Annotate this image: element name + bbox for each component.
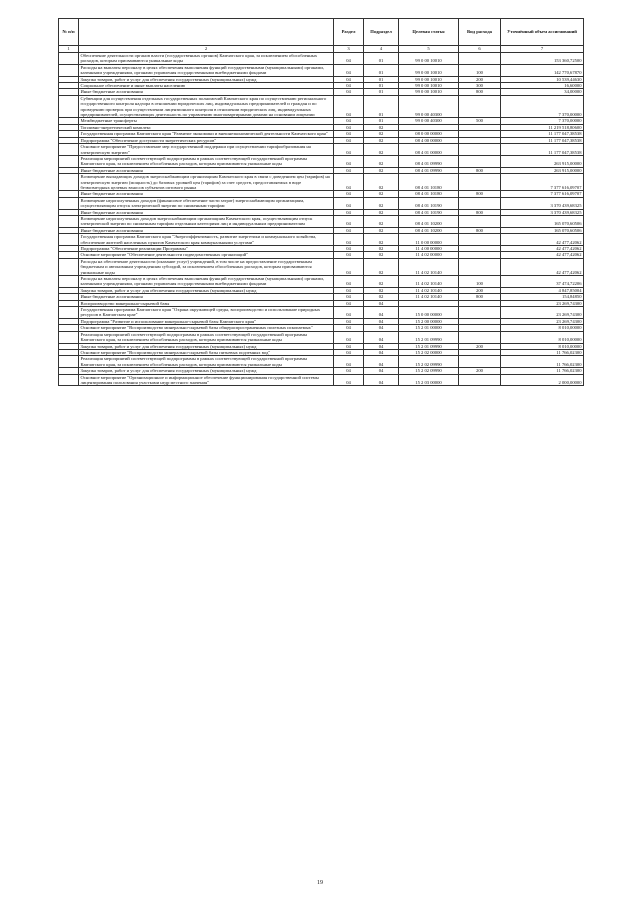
row-razdel-cell: 04 [334, 118, 364, 124]
row-target-article-cell: 08 4 01 10180 [399, 174, 459, 191]
header-target-article: Целевая статья [399, 19, 459, 46]
row-amount-cell: 11 766,02300 [501, 368, 584, 374]
row-target-article-cell: 08 4 01 09990 [399, 155, 459, 167]
table-row [59, 307, 584, 319]
row-target-article-cell: 11 4 02 10140 [399, 258, 459, 275]
row-amount-cell: 11 177 047,38538 [501, 144, 584, 156]
row-name-cell: Возмещение выпадающих доходов энергоснабжающим организациям Камчатского края в связи с доведением цен (тарифов) на электрическую энергию (мощность) до базовых уровней цен (тарифов) за счет средств, предоставляемых в виде безвозмездных целевых взносов субъектов оптового рынка [79, 174, 334, 191]
row-name-cell: Основное мероприятие "Воспроизводство минерально-сырьевой базы общераспространенных полезных ископаемых" [79, 325, 334, 331]
row-podrazdel-cell: 02 [364, 131, 399, 137]
row-name-cell: Воспроизводство минерально-сырьевой базы [79, 300, 334, 306]
row-podrazdel-cell: 01 [364, 118, 399, 124]
budget-table [58, 18, 584, 386]
row-podrazdel-cell: 02 [364, 215, 399, 227]
row-number-cell [59, 215, 79, 227]
row-target-article-cell: 99 0 00 10010 [399, 89, 459, 95]
row-target-article-cell: 99 0 00 10010 [399, 64, 459, 76]
table-row [59, 64, 584, 76]
row-expense-type-cell: 800 [459, 227, 501, 233]
row-expense-type-cell: 200 [459, 287, 501, 293]
row-amount-cell: 37 474,72206 [501, 276, 584, 288]
row-podrazdel-cell: 02 [364, 294, 399, 300]
row-target-article-cell: 99 0 00 10010 [399, 83, 459, 89]
header-expense-type: Вид расхода [459, 19, 501, 46]
row-razdel-cell: 04 [334, 325, 364, 331]
row-number-cell [59, 174, 79, 191]
table-header-row [59, 19, 584, 46]
row-amount-cell: 7 370,00000 [501, 118, 584, 124]
row-target-article-cell: 15 2 02 00000 [399, 349, 459, 355]
table-row [59, 144, 584, 156]
row-name-cell: Основное мероприятие "Предоставление мер государственной поддержки при осуществлении тарифообразования на электрическую энергию" [79, 144, 334, 156]
row-number-cell [59, 356, 79, 368]
row-razdel-cell: 04 [334, 374, 364, 386]
row-podrazdel-cell: 02 [364, 209, 399, 215]
row-name-cell: Расходы на выплаты персоналу в целях обеспечения выполнения функций государственными (муниципальными) органами, казенными учреждениями, органами управления государственными внебюджетными фондами [79, 276, 334, 288]
row-razdel-cell: 04 [334, 131, 364, 137]
row-target-article-cell: 15 2 01 09990 [399, 343, 459, 349]
row-target-article-cell: 11 4 02 10140 [399, 276, 459, 288]
row-target-article-cell: 11 4 02 00000 [399, 252, 459, 258]
row-expense-type-cell: 200 [459, 368, 501, 374]
row-number-cell [59, 276, 79, 288]
row-podrazdel-cell: 04 [364, 374, 399, 386]
row-podrazdel-cell: 02 [364, 137, 399, 143]
row-expense-type-cell: 100 [459, 276, 501, 288]
table-row [59, 331, 584, 343]
row-number-cell [59, 95, 79, 118]
row-name-cell: Иные бюджетные ассигнования [79, 167, 334, 173]
column-index-row [59, 46, 584, 53]
row-podrazdel-cell: 04 [364, 356, 399, 368]
header-razdel: Раздел [334, 19, 364, 46]
row-razdel-cell: 04 [334, 234, 364, 246]
row-expense-type-cell [459, 174, 501, 191]
row-target-article-cell: 11 4 02 10140 [399, 294, 459, 300]
row-razdel-cell: 04 [334, 356, 364, 368]
row-razdel-cell: 04 [334, 191, 364, 197]
column-index: 7 [501, 46, 584, 53]
row-amount-cell: 23 269,74300 [501, 307, 584, 319]
row-number-cell [59, 234, 79, 246]
row-name-cell: Закупка товаров, работ и услуг для обеспечения государственных (муниципальных) нужд [79, 368, 334, 374]
table-row [59, 53, 584, 65]
row-name-cell: Подпрограмма "Развитие и использование минерально-сырьевой базы Камчатского края" [79, 318, 334, 324]
row-razdel-cell: 04 [334, 155, 364, 167]
row-razdel-cell: 04 [334, 64, 364, 76]
row-amount-cell: 8 010,00000 [501, 325, 584, 331]
row-podrazdel-cell: 04 [364, 368, 399, 374]
row-amount-cell: 11 177 047,38538 [501, 137, 584, 143]
row-podrazdel-cell: 02 [364, 227, 399, 233]
row-expense-type-cell: 800 [459, 191, 501, 197]
row-expense-type-cell [459, 144, 501, 156]
row-target-article-cell: 15 2 01 00000 [399, 325, 459, 331]
row-amount-cell: 263 915,00000 [501, 155, 584, 167]
row-expense-type-cell [459, 356, 501, 368]
row-name-cell: Иные бюджетные ассигнования [79, 294, 334, 300]
row-amount-cell: 23 269,74300 [501, 318, 584, 324]
row-number-cell [59, 155, 79, 167]
row-target-article-cell: 11 0 00 00000 [399, 234, 459, 246]
row-target-article-cell: 99 0 00 10010 [399, 53, 459, 65]
row-expense-type-cell [459, 374, 501, 386]
row-podrazdel-cell: 02 [364, 287, 399, 293]
row-name-cell: Основное мероприятие "Организационное и информационное обеспечение функционирования государственной системы лицензирования пользования участками недр местного значения" [79, 374, 334, 386]
row-podrazdel-cell: 02 [364, 155, 399, 167]
row-podrazdel-cell: 02 [364, 234, 399, 246]
row-target-article-cell: 08 4 01 10200 [399, 227, 459, 233]
row-amount-cell: 8 010,00000 [501, 343, 584, 349]
row-name-cell: Реализация мероприятий соответствующей подпрограммы в рамках соответствующей государственной программы Камчатского края, за исключением обособленных расходов, которым присваиваются уникальные коды [79, 356, 334, 368]
table-row [59, 356, 584, 368]
row-number-cell [59, 64, 79, 76]
row-amount-cell: 34,00000 [501, 89, 584, 95]
row-expense-type-cell: 200 [459, 343, 501, 349]
row-target-article-cell: 08 4 01 10190 [399, 209, 459, 215]
row-amount-cell: 153 360,72500 [501, 53, 584, 65]
row-name-cell: Социальное обеспечение и иные выплаты населению [79, 83, 334, 89]
row-amount-cell: 165 070,60506 [501, 227, 584, 233]
table-row [59, 215, 584, 227]
row-razdel-cell: 04 [334, 124, 364, 130]
row-target-article-cell: 99 0 00 40300 [399, 95, 459, 118]
row-podrazdel-cell: 04 [364, 325, 399, 331]
row-number-cell [59, 144, 79, 156]
row-podrazdel-cell: 02 [364, 167, 399, 173]
header-num: № п/п [59, 19, 79, 46]
table-row [59, 197, 584, 209]
row-podrazdel-cell: 02 [364, 144, 399, 156]
row-name-cell: Субвенции для осуществления отдельных государственных полномочий Камчатского края по осуществлению регионального государственного контроля надзора в отношении юридических лиц, индивидуальных предпринимателей и граждан и по проведению проверок при осуществлении лицензионного контроля в отношении юридических лиц, индивидуальных предпринимателей, осуществляющих деятельность по управлению многоквартирными домами на основании лицензии [79, 95, 334, 118]
column-index: 4 [364, 46, 399, 53]
row-podrazdel-cell: 01 [364, 76, 399, 82]
row-expense-type-cell [459, 331, 501, 343]
row-expense-type-cell: 800 [459, 89, 501, 95]
row-amount-cell: 42 477,42062 [501, 246, 584, 252]
row-amount-cell: 3 370 439,68325 [501, 209, 584, 215]
row-amount-cell: 7 370,00000 [501, 95, 584, 118]
row-expense-type-cell: 800 [459, 209, 501, 215]
row-name-cell: Возмещение недополученных доходов (финансовое обеспечение части затрат) энергоснабжающим организациям, осуществляющим отпуск электрической энергии по сниженным тарифам [79, 197, 334, 209]
row-podrazdel-cell: 04 [364, 307, 399, 319]
row-target-article-cell: 15 2 01 09990 [399, 331, 459, 343]
row-target-article-cell: 15 2 02 09990 [399, 368, 459, 374]
row-podrazdel-cell: 02 [364, 258, 399, 275]
row-name-cell: Иные бюджетные ассигнования [79, 209, 334, 215]
row-podrazdel-cell: 04 [364, 331, 399, 343]
row-number-cell [59, 258, 79, 275]
row-amount-cell: 263 915,00000 [501, 167, 584, 173]
row-amount-cell: 8 010,00000 [501, 331, 584, 343]
row-podrazdel-cell: 02 [364, 124, 399, 130]
row-razdel-cell: 04 [334, 307, 364, 319]
row-name-cell: Закупка товаров, работ и услуг для обеспечения государственных (муниципальных) нужд [79, 76, 334, 82]
row-target-article-cell: 08 4 01 10180 [399, 191, 459, 197]
row-razdel-cell: 04 [334, 137, 364, 143]
column-index: 6 [459, 46, 501, 53]
row-number-cell [59, 53, 79, 65]
row-name-cell: Расходы на выплаты персоналу в целях обеспечения выполнения функций государственными (муниципальными) органами, казенными учреждениями, органами управления государственными внебюджетными фондами [79, 64, 334, 76]
row-target-article-cell: 08 0 00 00000 [399, 131, 459, 137]
row-podrazdel-cell: 02 [364, 246, 399, 252]
row-expense-type-cell: 800 [459, 167, 501, 173]
row-expense-type-cell: 100 [459, 64, 501, 76]
row-razdel-cell: 04 [334, 287, 364, 293]
row-expense-type-cell [459, 155, 501, 167]
row-name-cell: Подпрограмма "Обеспечение реализации Программы" [79, 246, 334, 252]
row-razdel-cell: 04 [334, 331, 364, 343]
row-podrazdel-cell: 02 [364, 197, 399, 209]
row-target-article-cell: 08 4 01 10200 [399, 215, 459, 227]
row-amount-cell: 154,84850 [501, 294, 584, 300]
row-target-article-cell: 08 4 00 00000 [399, 137, 459, 143]
row-razdel-cell: 04 [334, 209, 364, 215]
row-razdel-cell: 04 [334, 227, 364, 233]
row-number-cell [59, 331, 79, 343]
row-number-cell [59, 307, 79, 319]
row-amount-cell: 11 177 047,38538 [501, 131, 584, 137]
row-razdel-cell: 04 [334, 53, 364, 65]
row-podrazdel-cell: 01 [364, 89, 399, 95]
row-podrazdel-cell: 02 [364, 252, 399, 258]
column-index: 1 [59, 46, 79, 53]
row-podrazdel-cell: 02 [364, 174, 399, 191]
table-row [59, 155, 584, 167]
row-target-article-cell: 15 2 03 00000 [399, 374, 459, 386]
row-podrazdel-cell: 02 [364, 191, 399, 197]
row-amount-cell: 3 370 439,68325 [501, 197, 584, 209]
row-target-article-cell: 08 4 01 10190 [399, 197, 459, 209]
row-target-article-cell: 99 0 00 40300 [399, 118, 459, 124]
row-number-cell [59, 374, 79, 386]
row-razdel-cell: 04 [334, 276, 364, 288]
row-amount-cell: 165 070,60506 [501, 215, 584, 227]
row-razdel-cell: 04 [334, 83, 364, 89]
row-amount-cell: 10 539,44630 [501, 76, 584, 82]
row-amount-cell: 142 770,67870 [501, 64, 584, 76]
row-amount-cell: 4 847,85004 [501, 287, 584, 293]
column-index: 2 [79, 46, 334, 53]
row-razdel-cell: 04 [334, 258, 364, 275]
row-podrazdel-cell: 04 [364, 343, 399, 349]
row-expense-type-cell: 500 [459, 118, 501, 124]
row-razdel-cell: 04 [334, 300, 364, 306]
row-amount-cell: 42 477,42062 [501, 234, 584, 246]
row-expense-type-cell [459, 258, 501, 275]
row-name-cell: Иные бюджетные ассигнования [79, 89, 334, 95]
row-name-cell: Иные бюджетные ассигнования [79, 191, 334, 197]
row-name-cell: Государственная программа Камчатского края "Охрана окружающей среды, воспроизводство и использование природных ресурсов в Камчатском крае" [79, 307, 334, 319]
row-target-article-cell: 08 4 01 00000 [399, 144, 459, 156]
row-target-article-cell: 15 0 00 00000 [399, 307, 459, 319]
row-name-cell: Реализация мероприятий соответствующей подпрограммы в рамках соответствующей государственной программы Камчатского края, за исключением обособленных расходов, которым присваиваются уникальные коды [79, 331, 334, 343]
row-name-cell: Государственная программа Камчатского края "Развитие экономики и внешнеэкономической деятельности Камчатского края" [79, 131, 334, 137]
row-amount-cell: 11 219 518,80600 [501, 124, 584, 130]
header-name [79, 19, 334, 46]
row-target-article-cell: 15 2 00 00000 [399, 318, 459, 324]
table-row [59, 95, 584, 118]
row-amount-cell: 7 377 616,09707 [501, 191, 584, 197]
row-amount-cell: 2 000,00000 [501, 374, 584, 386]
row-amount-cell: 7 377 616,09707 [501, 174, 584, 191]
column-index: 3 [334, 46, 364, 53]
row-target-article-cell: 99 0 00 10010 [399, 76, 459, 82]
table-row [59, 276, 584, 288]
row-expense-type-cell [459, 307, 501, 319]
row-podrazdel-cell: 04 [364, 349, 399, 355]
row-podrazdel-cell: 04 [364, 318, 399, 324]
row-name-cell: Межбюджетные трансферты [79, 118, 334, 124]
row-razdel-cell: 04 [334, 368, 364, 374]
table-body [59, 53, 584, 386]
row-podrazdel-cell: 01 [364, 95, 399, 118]
row-expense-type-cell [459, 53, 501, 65]
header-podrazdel: Подраздел [364, 19, 399, 46]
row-podrazdel-cell: 01 [364, 83, 399, 89]
page-number: 19 [317, 880, 323, 886]
row-name-cell: Топливно-энергетический комплекс [79, 124, 334, 130]
row-razdel-cell: 04 [334, 95, 364, 118]
row-amount-cell: 16,60000 [501, 83, 584, 89]
row-expense-type-cell: 800 [459, 294, 501, 300]
row-name-cell: Иные бюджетные ассигнования [79, 227, 334, 233]
row-expense-type-cell [459, 197, 501, 209]
row-razdel-cell: 04 [334, 167, 364, 173]
column-index: 5 [399, 46, 459, 53]
row-name-cell: Обеспечение деятельности органов власти (государственных органов) Камчатского края, за исключением обособленных расходов, которым присваиваются уникальные коды [79, 53, 334, 65]
row-name-cell: Расходы на обеспечение деятельности (оказание услуг) учреждений, в том числе на предоставление государственным бюджетным и автономным учреждениям субсидий, за исключением обособленных расходов, которым присваиваются уникальные коды [79, 258, 334, 275]
row-razdel-cell: 04 [334, 252, 364, 258]
row-razdel-cell: 04 [334, 89, 364, 95]
row-target-article-cell: 11 4 02 10140 [399, 287, 459, 293]
row-podrazdel-cell: 01 [364, 53, 399, 65]
row-name-cell: Возмещение недополученных доходов энергоснабжающим организациям Камчатского края, осуществляющим отпуск электрической энергии по сниженным тарифам отдельным категориям лиц и индивидуальным предпринимателям [79, 215, 334, 227]
row-name-cell: Закупка товаров, работ и услуг для обеспечения государственных (муниципальных) нужд [79, 287, 334, 293]
row-expense-type-cell: 200 [459, 76, 501, 82]
row-name-cell: Государственная программа Камчатского края "Энергоэффективность, развитие энергетики и коммунального хозяйства, обеспечение жителей населенных пунктов Камчатского края коммунальными услугами" [79, 234, 334, 246]
row-amount-cell: 11 766,02300 [501, 356, 584, 368]
row-name-cell: Основное мероприятие "Обеспечение деятельности подведомственных организаций" [79, 252, 334, 258]
row-razdel-cell: 04 [334, 349, 364, 355]
row-amount-cell: 11 766,02300 [501, 349, 584, 355]
row-amount-cell: 42 477,42062 [501, 258, 584, 275]
row-expense-type-cell [459, 215, 501, 227]
header-amount: Уточнённый объем ассигнований [501, 19, 584, 46]
row-name-cell: Реализация мероприятий соответствующей подпрограммы в рамках соответствующей государственной программы Камчатского края, за исключением обособленных расходов, которым присваиваются уникальные коды [79, 155, 334, 167]
table-row [59, 258, 584, 275]
row-razdel-cell: 04 [334, 294, 364, 300]
table-row [59, 374, 584, 386]
table-row [59, 174, 584, 191]
row-expense-type-cell [459, 234, 501, 246]
row-razdel-cell: 04 [334, 246, 364, 252]
row-razdel-cell: 04 [334, 144, 364, 156]
row-target-article-cell: 08 4 01 09990 [399, 167, 459, 173]
row-podrazdel-cell: 04 [364, 300, 399, 306]
row-razdel-cell: 04 [334, 174, 364, 191]
row-podrazdel-cell: 02 [364, 276, 399, 288]
row-target-article-cell: 15 2 02 09990 [399, 356, 459, 368]
row-target-article-cell: 11 4 00 00000 [399, 246, 459, 252]
row-amount-cell: 23 269,74300 [501, 300, 584, 306]
budget-table-container [58, 18, 583, 386]
row-expense-type-cell [459, 95, 501, 118]
row-razdel-cell: 04 [334, 343, 364, 349]
row-razdel-cell: 04 [334, 197, 364, 209]
row-razdel-cell: 04 [334, 76, 364, 82]
row-name-cell: Подпрограмма "Обеспечение доступности энергетических ресурсов" [79, 137, 334, 143]
row-razdel-cell: 04 [334, 318, 364, 324]
row-name-cell: Основное мероприятие "Воспроизводство минерально-сырьевой базы питьевых подземных вод" [79, 349, 334, 355]
row-expense-type-cell: 300 [459, 83, 501, 89]
row-number-cell [59, 197, 79, 209]
row-razdel-cell: 04 [334, 215, 364, 227]
row-podrazdel-cell: 01 [364, 64, 399, 76]
row-amount-cell: 42 477,42062 [501, 252, 584, 258]
row-name-cell: Закупка товаров, работ и услуг для обеспечения государственных (муниципальных) нужд [79, 343, 334, 349]
table-row [59, 234, 584, 246]
